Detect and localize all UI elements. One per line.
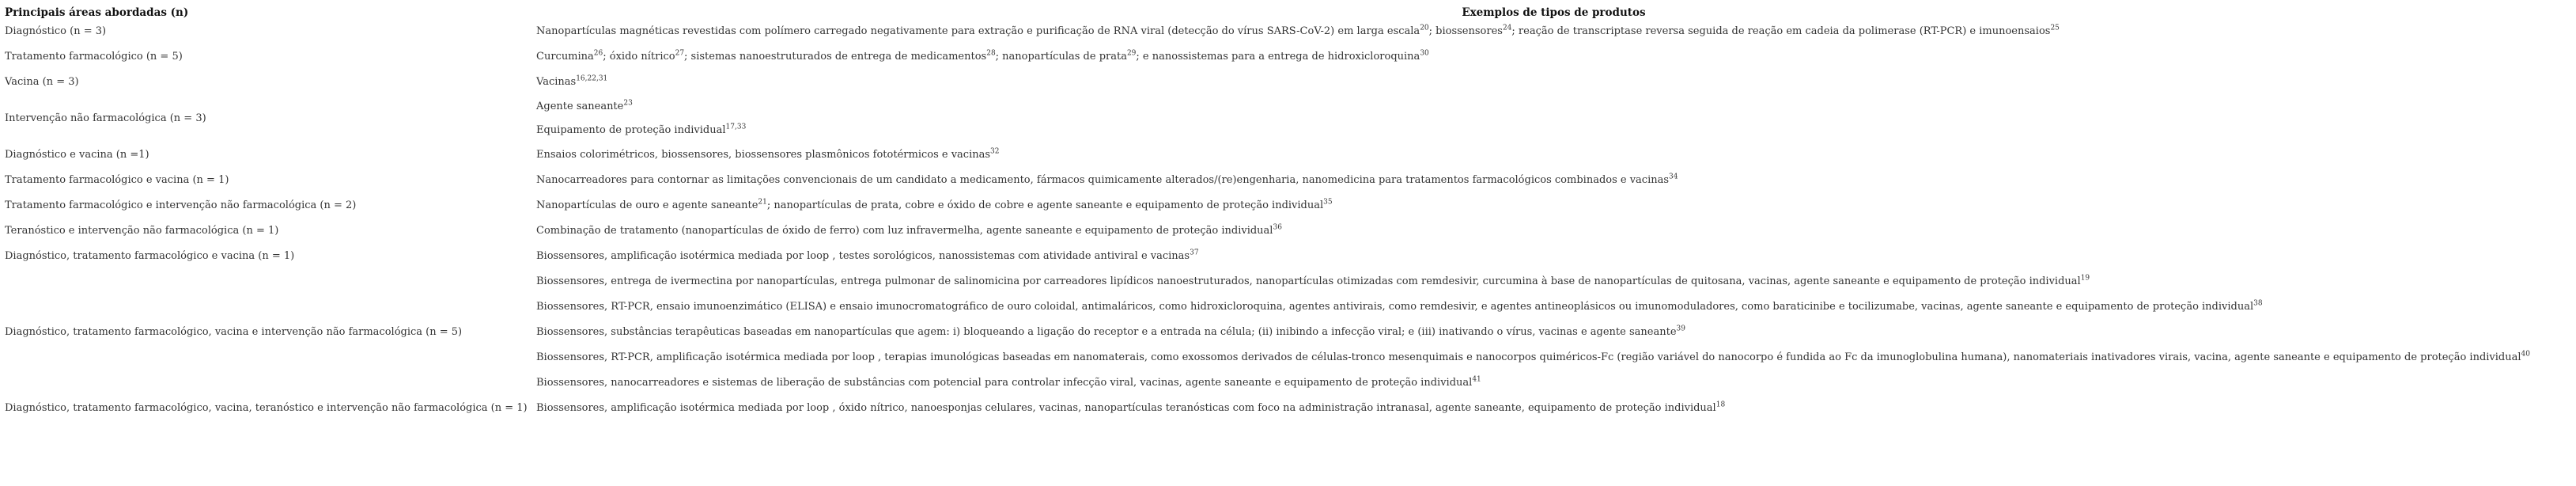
header-areas: Principais áreas abordadas (n) (5, 6, 189, 19)
products-cell (536, 95, 2571, 142)
products-cell (536, 44, 2571, 70)
product-text: Biossensores, amplificação isotérmica mediada por loop , óxido nítrico, nanoesponjas celulares, vacinas, nanopartículas teranósticas com foco na administração intranasal, agente saneante, equipamento de proteção individual (536, 402, 1716, 414)
reference-superscript: 17,33 (725, 123, 747, 131)
reference-superscript: 26 (593, 49, 603, 58)
product-entry (536, 95, 2571, 119)
table-row (5, 193, 2571, 218)
product-entry (536, 70, 2571, 94)
reference-superscript: 40 (2521, 350, 2530, 359)
products-cell (536, 244, 2571, 269)
product-entry (536, 320, 2571, 345)
product-text: Biossensores, entrega de ivermectina por nanopartículas, entrega pulmonar de salinomicina por carreadores lipídicos nanoestruturados, nanopartículas otimizadas com remdesivir, curcumina à base de nanopartículas de quitosana, vacinas, agente saneante e equipamento de proteção individual (536, 275, 2081, 287)
area-cell: Diagnóstico e vacina (n =1) (5, 149, 149, 161)
product-text: Biossensores, RT-PCR, amplificação isotérmica mediada por loop , terapias imunológicas baseadas em nanomaterais, como exossomos derivados de células-tronco mesenquimais e nanocorpos quiméricos-Fc (região variável do nanocorpo é fundida ao Fc da imunoglobulina humana), nanomateriais inativadores virais, vacina, agente saneante e equipamento de proteção individual (536, 351, 2521, 363)
reference-superscript: 25 (2050, 24, 2060, 32)
product-text: Biossensores, substâncias terapêuticas baseadas em nanopartículas que agem: i) bloqueando a ligação do receptor e a entrada na célula; (ii) inibindo a infecção viral; e (iii) inativando o vírus, vacinas e agente saneante (536, 326, 1677, 338)
product-text: Vacinas (536, 76, 577, 88)
table-row (5, 44, 2571, 70)
products-cell (536, 396, 2571, 421)
product-text: Nanopartículas de ouro e agente saneante (536, 199, 758, 211)
area-cell: Diagnóstico, tratamento farmacológico, vacina, teranóstico e intervenção não farmacológica (n = 1) (5, 402, 528, 414)
product-text: ; nanopartículas de prata (995, 51, 1127, 63)
product-entry (536, 397, 2571, 420)
reference-superscript: 30 (1420, 49, 1429, 58)
product-text: Agente saneante (536, 101, 624, 112)
product-entry (536, 45, 2571, 69)
product-entry (536, 143, 2571, 167)
products-cell (536, 19, 2571, 44)
product-text: Biossensores, amplificação isotérmica mediada por loop , testes sorológicos, nanossistemas com atividade antiviral e vacinas (536, 250, 1190, 262)
reference-superscript: 34 (1669, 173, 1678, 181)
products-cell (536, 70, 2571, 95)
reference-superscript: 27 (675, 49, 685, 58)
product-entry (536, 219, 2571, 243)
product-entry (536, 20, 2571, 44)
table-row (5, 19, 2571, 44)
product-text: ; nanopartículas de prata, cobre e óxido de cobre e agente saneante e equipamento de proteção individual (766, 199, 1324, 211)
reference-superscript: 38 (2253, 299, 2263, 308)
product-entry (536, 269, 2571, 294)
area-cell: Tratamento farmacológico (n = 5) (5, 51, 183, 63)
table-header-row (5, 6, 2571, 19)
table-row (5, 244, 2571, 269)
product-entry (536, 245, 2571, 268)
table-row (5, 396, 2571, 421)
reference-superscript: 36 (1273, 223, 1282, 232)
products-cell (536, 168, 2571, 193)
reference-superscript: 19 (2080, 274, 2090, 283)
table-body (5, 19, 2571, 421)
reference-superscript: 20 (1420, 24, 1429, 32)
products-cell (536, 142, 2571, 168)
area-cell: Teranóstico e intervenção não farmacológica (n = 1) (5, 225, 279, 237)
product-text: ; e nanossistemas para a entrega de hidroxicloroquina (1136, 51, 1420, 63)
table-row (5, 269, 2571, 396)
product-text: ; reação de transcriptase reversa seguida de reação em cadeia da polimerase (RT-PCR) e imunoensaios (1511, 25, 2051, 37)
table-row (5, 70, 2571, 95)
area-cell: Diagnóstico (n = 3) (5, 25, 107, 37)
products-cell (536, 218, 2571, 244)
table-row (5, 95, 2571, 142)
table-row (5, 168, 2571, 193)
product-text: Biossensores, RT-PCR, ensaio imunoenzimático (ELISA) e ensaio imunocromatográfico de ouro coloidal, antimaláricos, como hidroxicloroquina, agentes antivirais, como remdesivir, e agentes antineoplásicos ou imunomoduladores, como baraticinibe e tocilizumabe, vacinas, agente saneante e equipamento de proteção individual (536, 301, 2254, 313)
product-entry (536, 119, 2571, 142)
product-text: Curcumina (536, 51, 594, 63)
area-cell: Diagnóstico, tratamento farmacológico e vacina (n = 1) (5, 250, 295, 262)
table-row (5, 142, 2571, 168)
products-cell (536, 269, 2571, 396)
product-entry (536, 370, 2571, 396)
product-text: ; óxido nítrico (603, 51, 675, 63)
area-cell: Vacina (n = 3) (5, 76, 79, 88)
reference-superscript: 32 (990, 147, 1000, 156)
product-text: ; biossensores (1428, 25, 1503, 37)
product-text: Combinação de tratamento (nanopartículas de óxido de ferro) com luz infravermelha, agente saneante e equipamento de proteção individual (536, 225, 1273, 237)
product-text: Nanopartículas magnéticas revestidas com polímero carregado negativamente para extração e purificação de RNA viral (detecção do vírus SARS-CoV-2) em larga escala (536, 25, 1420, 37)
product-text: Ensaios colorimétricos, biossensores, biossensores plasmônicos fototérmicos e vacinas (536, 149, 991, 161)
reference-superscript: 23 (623, 99, 633, 108)
reference-superscript: 41 (1472, 375, 1481, 384)
product-entry (536, 194, 2571, 218)
table-row (5, 218, 2571, 244)
reference-superscript: 28 (986, 49, 996, 58)
reference-superscript: 24 (1502, 24, 1512, 32)
area-cell: Tratamento farmacológico e intervenção não farmacológica (n = 2) (5, 199, 357, 211)
reference-superscript: 18 (1715, 401, 1726, 409)
reference-superscript: 21 (758, 198, 767, 207)
reference-superscript: 37 (1190, 249, 1199, 257)
product-entry (536, 294, 2571, 320)
product-text: ; sistemas nanoestruturados de entrega de medicamentos (684, 51, 987, 63)
product-text: Biossensores, nanocarreadores e sistemas de liberação de substâncias com potencial para controlar infecção viral, vacinas, agente saneante e equipamento de proteção individual (536, 377, 1473, 389)
products-table (5, 6, 2571, 421)
area-cell: Tratamento farmacológico e vacina (n = 1) (5, 174, 229, 186)
reference-superscript: 16,22,31 (576, 74, 608, 83)
product-entry (536, 169, 2571, 192)
products-cell (536, 193, 2571, 218)
area-cell: Intervenção não farmacológica (n = 3) (5, 112, 206, 124)
reference-superscript: 29 (1126, 49, 1137, 58)
product-text: Equipamento de proteção individual (536, 124, 726, 136)
area-cell: Diagnóstico, tratamento farmacológico, vacina e intervenção não farmacológica (n = 5) (5, 326, 463, 338)
product-entry (536, 345, 2571, 370)
reference-superscript: 35 (1323, 198, 1333, 207)
header-products: Exemplos de tipos de produtos (1462, 6, 1646, 19)
product-text: Nanocarreadores para contornar as limitações convencionais de um candidato a medicamento, fármacos quimicamente alterados/(re)engenharia, nanomedicina para tratamentos farmacológicos combinados e vacinas (536, 174, 1670, 186)
reference-superscript: 39 (1676, 325, 1685, 333)
